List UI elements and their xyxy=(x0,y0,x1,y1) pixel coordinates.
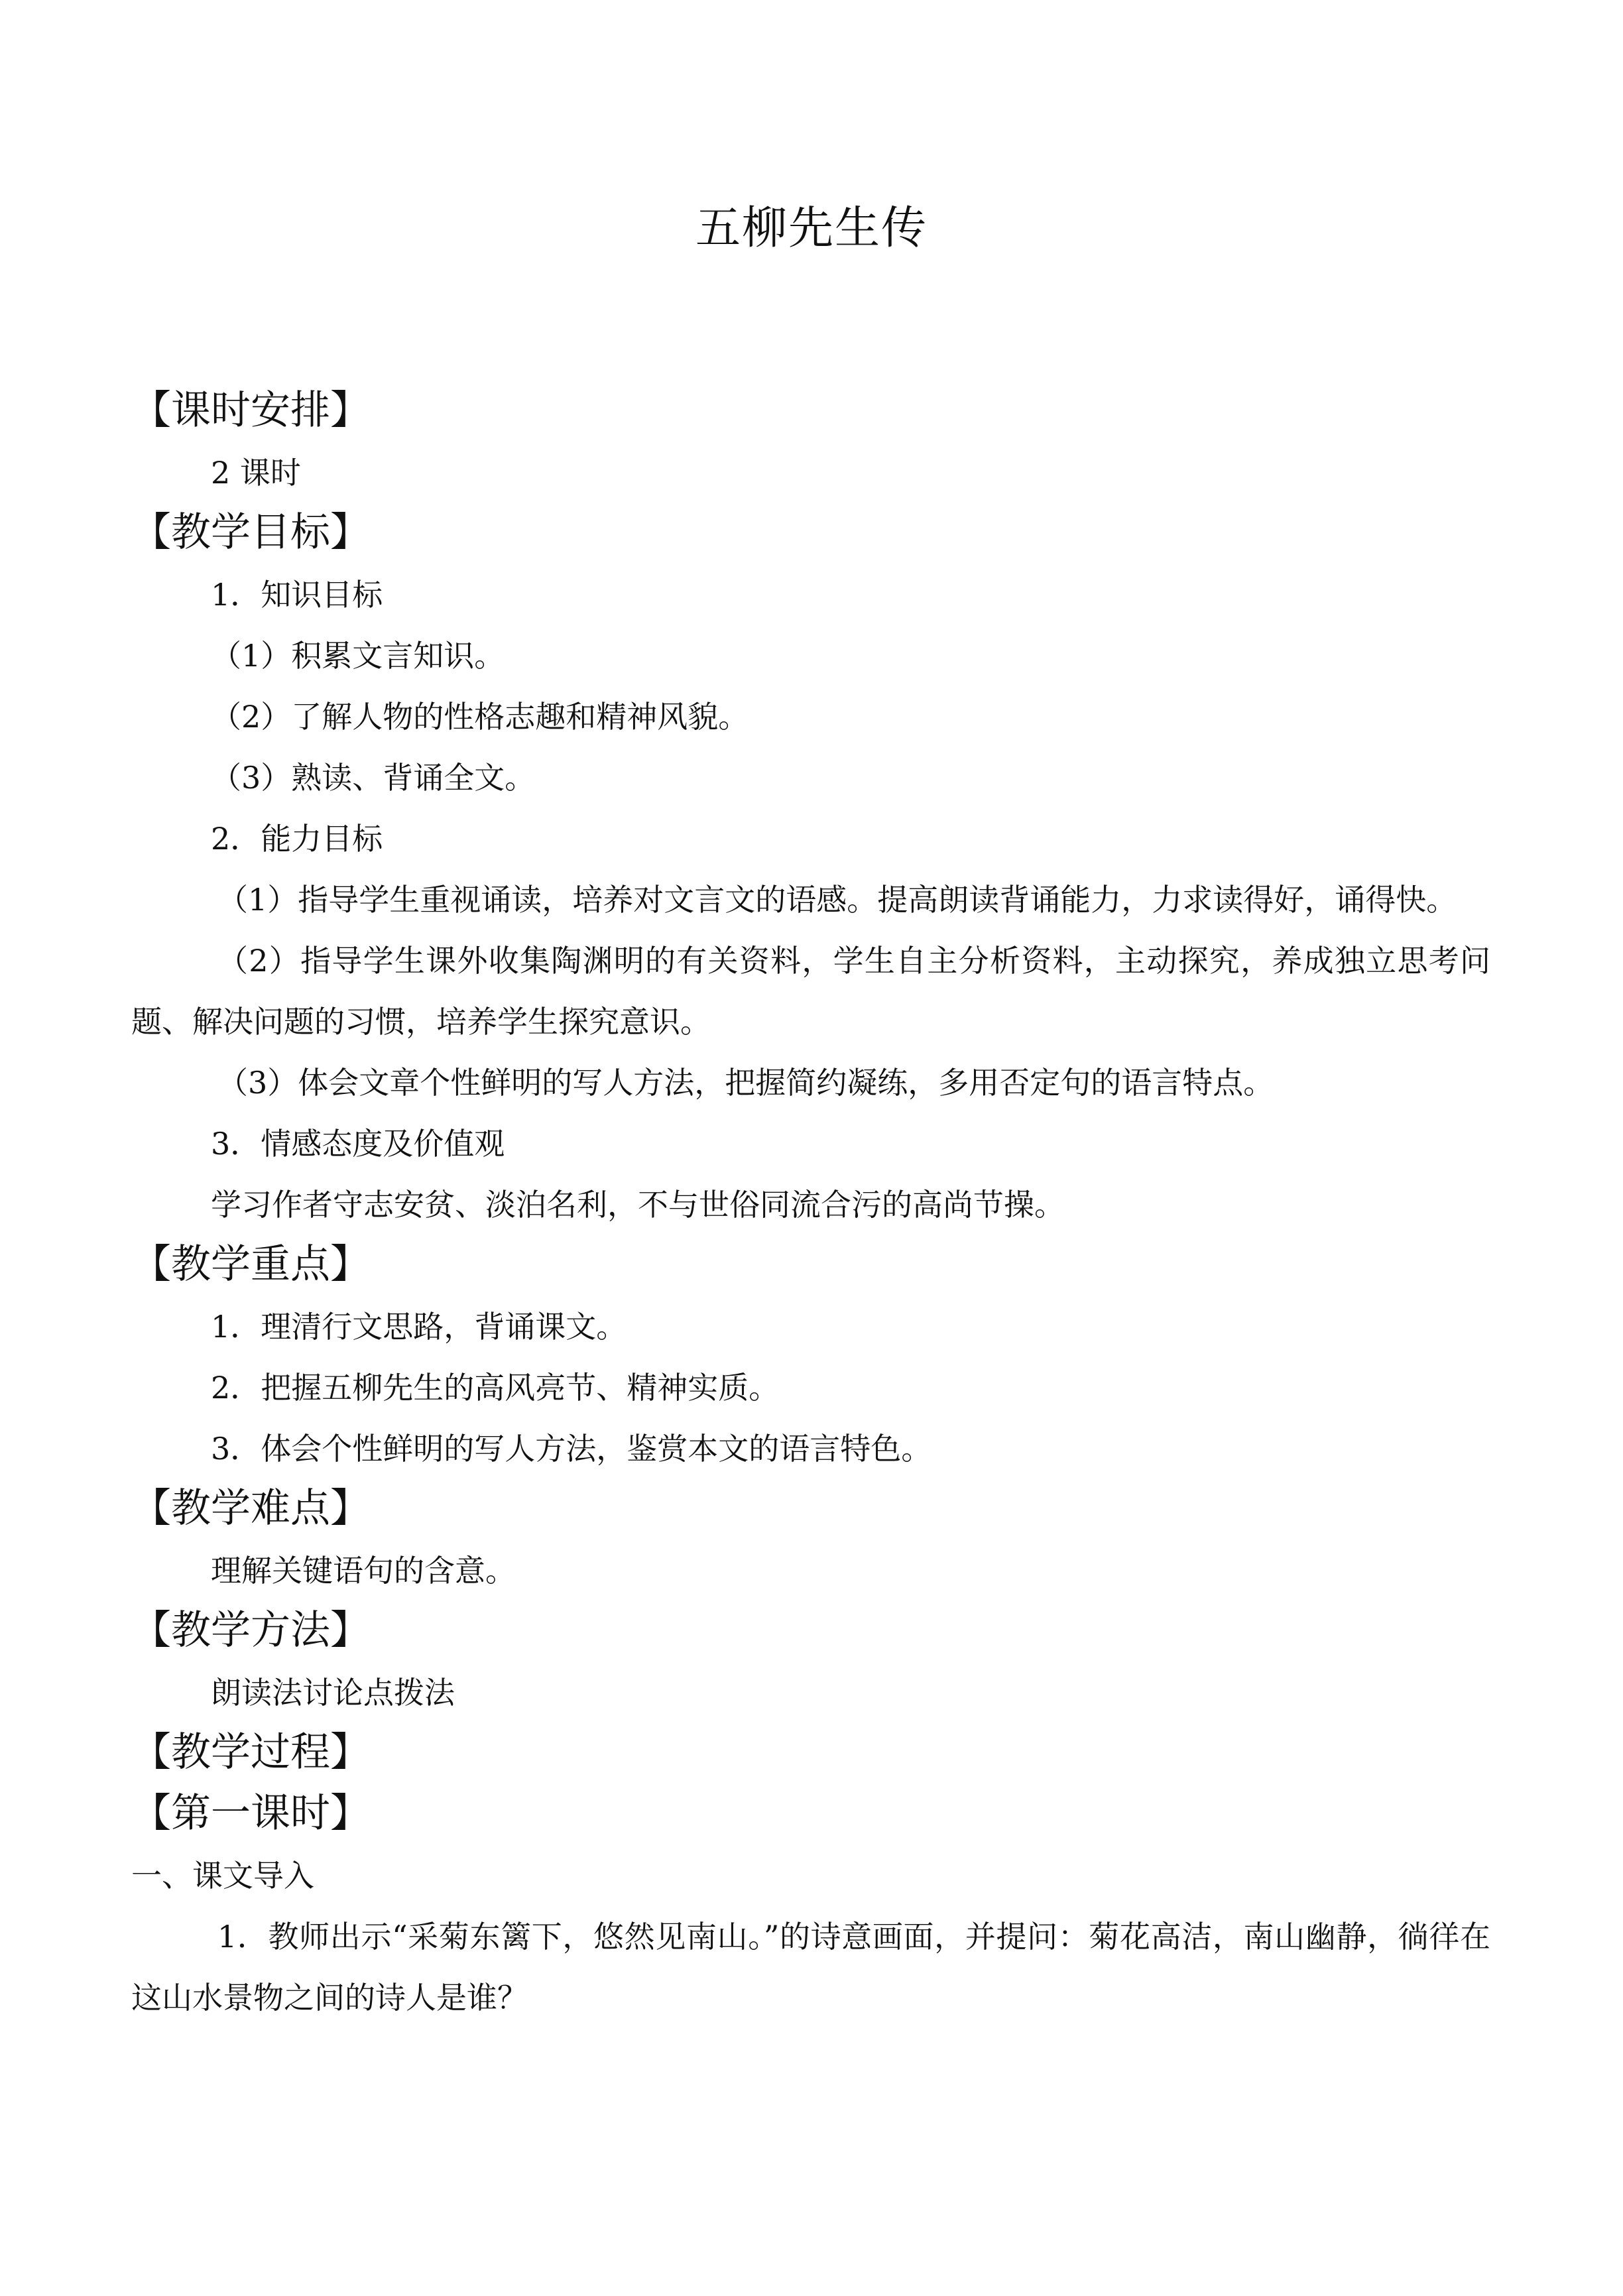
section-heading-key-points: 【教学重点】 xyxy=(131,1241,370,1288)
methods-text: 朗读法讨论点拨法 xyxy=(211,1675,455,1711)
section-heading-process: 【教学过程】 xyxy=(131,1729,370,1776)
ability-objective-title: 2．能力目标 xyxy=(211,821,383,857)
section-heading-objectives: 【教学目标】 xyxy=(131,509,370,556)
section-heading-difficulties: 【教学难点】 xyxy=(131,1485,370,1532)
section-heading-schedule: 【课时安排】 xyxy=(131,387,370,434)
section-heading-first-lesson: 【第一课时】 xyxy=(131,1790,370,1837)
lesson-step-1: 1．教师出示“采菊东篱下，悠然见南山。”的诗意画面，并提问：菊花高洁，南山幽静，徜徉在这山水景物之间的诗人是谁？ xyxy=(131,1919,1490,2016)
ability-item-1: （1）指导学生重视诵读，培养对文言文的语感。提高朗读背诵能力，力求读得好，诵得快。 xyxy=(217,882,1457,918)
emotion-objective-text: 学习作者守志安贫、淡泊名利，不与世俗同流合污的高尚节操。 xyxy=(211,1187,1065,1223)
key-point-1: 1．理清行文思路，背诵课文。 xyxy=(211,1309,627,1345)
difficulty-text: 理解关键语句的含意。 xyxy=(211,1553,516,1589)
knowledge-item-2: （2）了解人物的性格志趣和精神风貌。 xyxy=(211,699,749,735)
knowledge-item-1: （1）积累文言知识。 xyxy=(211,638,505,674)
document-body xyxy=(131,381,1490,2028)
ability-item-3: （3）体会文章个性鲜明的写人方法，把握简约凝练，多用否定句的语言特点。 xyxy=(217,1065,1274,1101)
ability-item-2: （2）指导学生课外收集陶渊明的有关资料，学生自主分析资料，主动探究，养成独立思考问题、解决问题的习惯，培养学生探究意识。 xyxy=(131,943,1490,1040)
key-point-3: 3．体会个性鲜明的写人方法，鉴赏本文的语言特色。 xyxy=(211,1431,932,1467)
knowledge-objective-title: 1．知识目标 xyxy=(211,577,383,613)
knowledge-item-3: （3）熟读、背诵全文。 xyxy=(211,760,536,796)
schedule-text: 2 课时 xyxy=(211,455,301,491)
document-title: 五柳先生传 xyxy=(695,202,928,255)
emotion-objective-title: 3．情感态度及价值观 xyxy=(211,1126,505,1162)
lesson-part-title: 一、课文导入 xyxy=(131,1858,314,1894)
key-point-2: 2．把握五柳先生的高风亮节、精神实质。 xyxy=(211,1370,780,1406)
section-heading-methods: 【教学方法】 xyxy=(131,1607,370,1654)
